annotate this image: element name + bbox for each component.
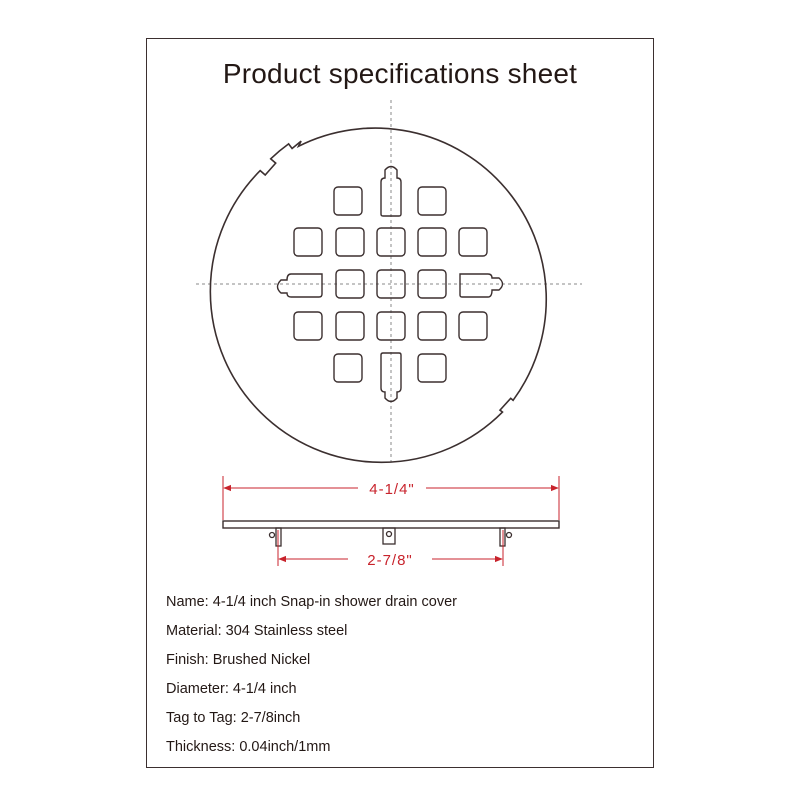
spec-label: Diameter: — [166, 681, 229, 697]
drain-hole — [294, 312, 322, 340]
cover-side-view — [223, 521, 559, 528]
spec-value: 304 Stainless steel — [225, 623, 348, 639]
spec-list — [166, 594, 626, 768]
spec-tag-to-tag — [166, 710, 626, 739]
drain-hole — [336, 228, 364, 256]
spec-value: Brushed Nickel — [212, 652, 311, 668]
drain-hole — [418, 228, 446, 256]
drain-hole-keyed-right — [460, 274, 503, 297]
spec-name — [166, 594, 626, 623]
spec-label: Name: — [166, 594, 209, 610]
spec-diameter — [166, 681, 626, 710]
spec-value: 4-1/4 inch Snap-in shower drain cover — [212, 594, 457, 610]
spec-value: : 2-7/8inch — [232, 710, 301, 726]
spec-label: Thickness: — [166, 739, 236, 755]
diameter-label: 4-1/4" — [369, 481, 415, 498]
drain-hole — [418, 312, 446, 340]
spec-label: Tag to Tag — [166, 710, 233, 726]
drain-hole — [334, 354, 362, 382]
drain-hole — [294, 228, 322, 256]
spec-value: 4-1/4 inch — [232, 681, 297, 697]
drain-hole — [418, 354, 446, 382]
snap-tags — [270, 528, 512, 546]
tag-to-tag-label: 2-7/8" — [367, 552, 413, 569]
spec-label: Material: — [166, 623, 222, 639]
drain-cover-outline — [210, 128, 546, 462]
page-title: Product specifications sheet — [222, 58, 578, 89]
spec-finish — [166, 652, 626, 681]
drain-hole — [418, 187, 446, 215]
spec-label: Finish: — [166, 652, 209, 668]
drain-hole — [459, 228, 487, 256]
spec-value: 0.04inch/1mm — [239, 739, 331, 755]
spec-material — [166, 623, 626, 652]
diameter-dimension — [223, 476, 559, 520]
drain-hole-keyed-left — [278, 274, 323, 297]
drain-hole — [459, 312, 487, 340]
drain-hole — [336, 312, 364, 340]
drain-hole — [334, 187, 362, 215]
spec-thickness — [166, 739, 626, 768]
